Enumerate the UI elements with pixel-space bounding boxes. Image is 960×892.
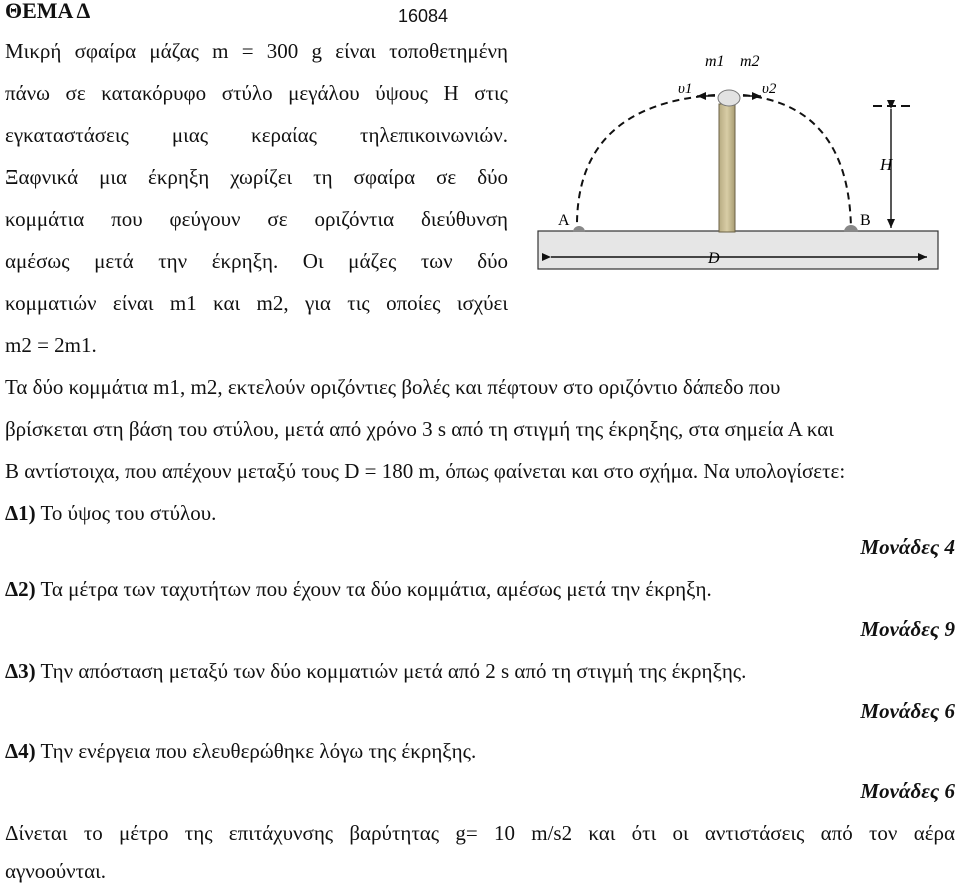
label-v1: υ1 [678,81,693,97]
paragraph-line-3: Β αντίστοιχα, που απέχουν μεταξύ τους D = 180 m, όπως φαίνεται και στο σχήμα. Να υπολογίσετε: [5,459,846,483]
intro-line-6: αμέσως μετά την έκρηξη. Οι μάζες των δύο [5,249,508,273]
points-d4: Μονάδες 6 [860,779,955,803]
question-d3-text: Την απόσταση μεταξύ των δύο κομματιών μετά από 2 s από τη στιγμή της έκρηξης. [40,659,747,683]
intro-line-1: Μικρή σφαίρα μάζας m = 300 g είναι τοποθετημένη [5,39,508,63]
question-d4-text: Την ενέργεια που ελευθερώθηκε λόγω της έκρηξης. [40,739,477,763]
question-d3 [5,650,746,692]
projectile-diagram [535,45,955,275]
question-d2-text: Τα μέτρα των ταχυτήτων που έχουν τα δύο κομμάτια, αμέσως μετά την έκρηξη. [40,577,712,601]
label-point-b: Β [860,212,871,229]
paragraph-line-2: βρίσκεται στη βάση του στύλου, μετά από χρόνο 3 s από τη στιγμή της έκρηξης, στα σημεία Α και [5,417,834,441]
paragraph-line-1: Τα δύο κομμάτια m1, m2, εκτελούν οριζόντιες βολές και πέφτουν στο οριζόντιο δάπεδο που [5,375,781,399]
sphere [718,90,740,106]
pole [719,104,735,232]
intro-line-7: κομματιών είναι m1 και m2, για τις οποίες ισχύει [5,291,508,315]
question-d4 [5,730,476,772]
footer-line-1: Δίνεται το μέτρο της επιτάχυνσης βαρύτητας g= 10 m/s2 και ότι οι αντιστάσεις από τον αέρα [5,821,955,845]
question-d1-text: Το ύψος του στύλου. [40,501,217,525]
intro-line-8: m2 = 2m1. [5,333,97,357]
label-m2: m2 [740,53,760,70]
trajectory-right [743,95,851,229]
problem-code: 16084 [398,6,449,26]
question-d2-label: Δ2) [5,577,36,601]
question-d1 [5,492,216,534]
question-d4-label: Δ4) [5,739,36,763]
trajectory-left [577,95,715,229]
question-d1-label: Δ1) [5,501,36,525]
intro-line-2: πάνω σε κατακόρυφο στύλο μεγάλου ύψους H στις [5,81,508,105]
question-d2 [5,568,712,610]
points-d2: Μονάδες 9 [860,617,955,641]
ground [538,231,938,269]
points-d3: Μονάδες 6 [860,699,955,723]
page-title: ΘΕΜΑ Δ [5,0,91,23]
label-m1: m1 [705,53,725,70]
label-v2: υ2 [762,81,777,97]
intro-line-5: κομμάτια που φεύγουν σε οριζόντια διεύθυνση [5,207,508,231]
footer-line-2: αγνοούνται. [5,859,107,883]
piece-a [573,226,585,232]
points-d1: Μονάδες 4 [860,535,955,559]
label-distance: D [708,250,720,267]
question-d3-label: Δ3) [5,659,36,683]
label-height: H [880,155,893,174]
piece-b [844,225,858,232]
intro-line-4: Ξαφνικά μια έκρηξη χωρίζει τη σφαίρα σε δύο [5,165,508,189]
intro-line-3: εγκαταστάσεις μιας κεραίας τηλεπικοινωνιών. [5,123,508,147]
label-point-a: Α [558,212,570,229]
